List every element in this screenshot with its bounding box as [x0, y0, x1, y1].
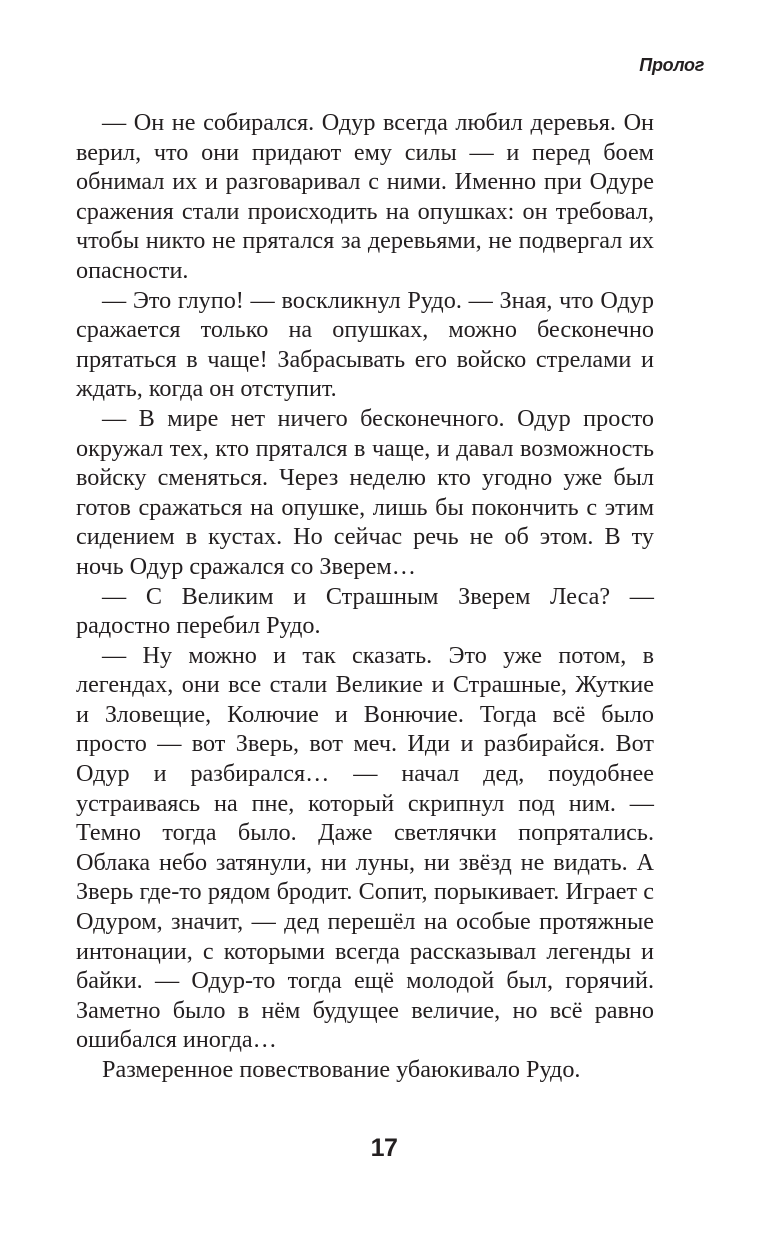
page-number: 17 [370, 1134, 398, 1162]
paragraph: — Он не собирался. Одур всегда любил деревья. Он верил, что они придают ему силы — и перед боем обнимал их и разговаривал с ними. Именно при Одуре сражения стали происходить на опушках: он требовал, чтобы никто не прятался за деревьями, не подвергал их опасности. [76, 109, 654, 284]
paragraph: — Ну можно и так сказать. Это уже потом, в легендах, они все стали Великие и Страшные, Жуткие и Зловещие, Колючие и Вонючие. Тогда всё было просто — вот Зверь, вот меч. Иди и разбирайся. Вот Одур и разбирался… — начал дед, поудобнее устраиваясь на пне, который скрипнул под ним. — Темно тогда было. Даже светлячки попрятались. Облака небо затянули, ни луны, ни звёзд не видать. А Зверь где-то рядом бродит. Сопит, порыкивает. Играет с Одуром, значит, — дед перешёл на особые протяжные интонации, с которыми всегда рассказывал легенды и байки. — Одур-то тогда ещё молодой был, горячий. Заметно было в нём будущее величие, но всё равно ошибался иногда… [76, 641, 654, 1054]
running-header: Пролог [639, 55, 704, 75]
paragraph: Размеренное повествование убаюкивало Рудо. [102, 1056, 581, 1083]
paragraph: — В мире нет ничего бесконечного. Одур просто окружал тех, кто прятался в чаще, и давал возможность войску сменяться. Через неделю кто угодно уже был готов сражаться на опушке, лишь бы покончить с этим сидением в кустах. Но сейчас речь не об этом. В ту ночь Одур сражался со Зверем… [76, 404, 654, 580]
paragraph: — Это глупо! — воскликнул Рудо. — Зная, что Одур сражается только на опушках, можно бесконечно прятаться в чаще! Забрасывать его войско стрелами и ждать, когда он отступит. [76, 286, 654, 403]
paragraph: — С Великим и Страшным Зверем Леса? — радостно перебил Рудо. [76, 582, 654, 640]
page-body [76, 108, 654, 1085]
